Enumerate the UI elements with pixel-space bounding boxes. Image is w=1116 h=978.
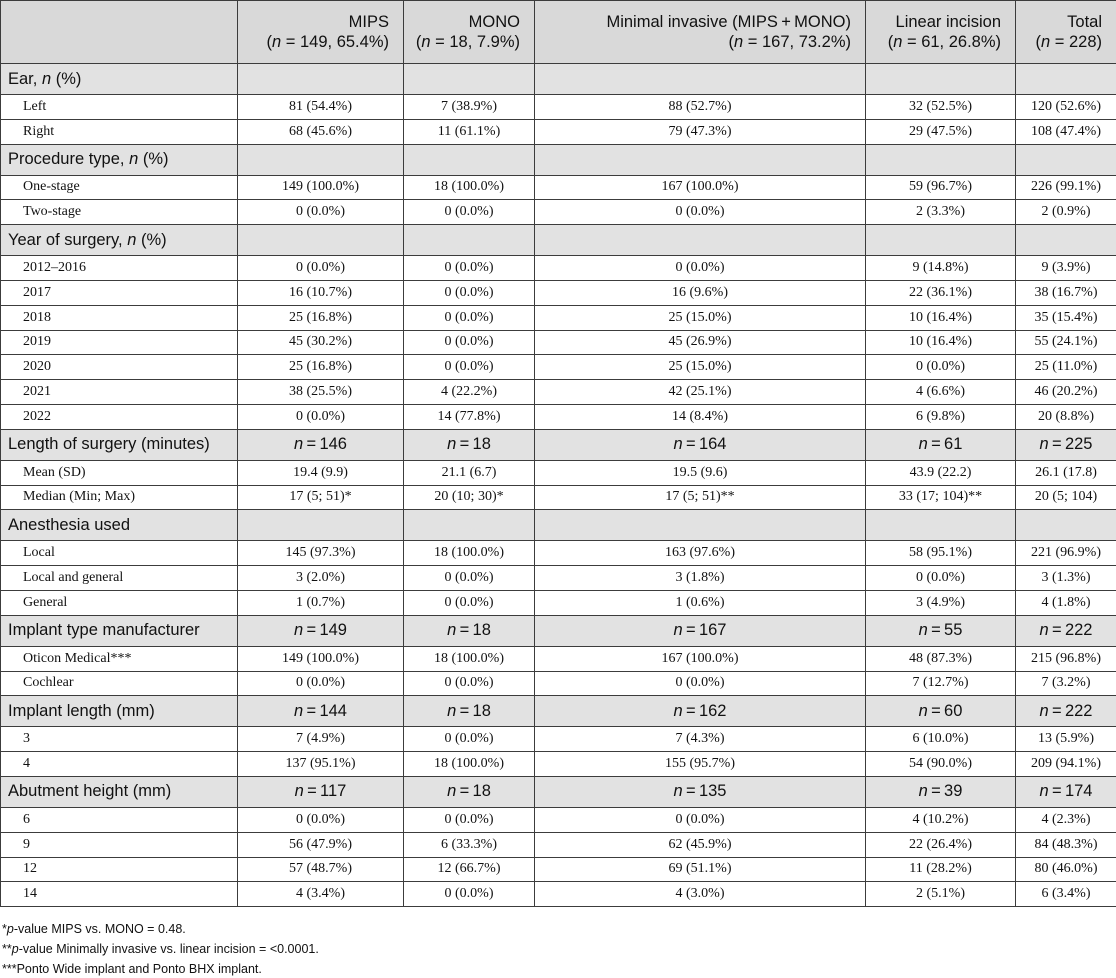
section-n-cell: n = 144 xyxy=(238,696,404,727)
table-row xyxy=(1,256,1116,281)
section-empty-cell xyxy=(535,64,866,95)
value-cell: 42 (25.1%) xyxy=(535,380,866,405)
row-label: Mean (SD) xyxy=(1,460,238,485)
value-cell: 0 (0.0%) xyxy=(404,200,535,225)
section-empty-cell xyxy=(866,64,1016,95)
table-row xyxy=(1,200,1116,225)
row-label: Local xyxy=(1,541,238,566)
footnote-3: ***Ponto Wide implant and Ponto BHX implant. xyxy=(2,962,262,976)
value-cell: 0 (0.0%) xyxy=(535,256,866,281)
table-row xyxy=(1,280,1116,305)
section-n-cell: n = 39 xyxy=(866,776,1016,807)
value-cell: 9 (3.9%) xyxy=(1016,256,1116,281)
row-label: General xyxy=(1,590,238,615)
value-cell: 84 (48.3%) xyxy=(1016,832,1116,857)
header-total: Total (n = 228) xyxy=(1016,1,1116,64)
value-cell: 14 (77.8%) xyxy=(404,404,535,429)
table-body xyxy=(1,64,1116,907)
row-label: 12 xyxy=(1,857,238,882)
section-empty-cell xyxy=(866,510,1016,541)
table-row xyxy=(1,485,1116,510)
value-cell: 10 (16.4%) xyxy=(866,330,1016,355)
value-cell: 17 (5; 51)* xyxy=(238,485,404,510)
row-label: 2019 xyxy=(1,330,238,355)
section-row xyxy=(1,64,1116,95)
value-cell: 79 (47.3%) xyxy=(535,119,866,144)
value-cell: 17 (5; 51)** xyxy=(535,485,866,510)
value-cell: 35 (15.4%) xyxy=(1016,305,1116,330)
value-cell: 20 (5; 104) xyxy=(1016,485,1116,510)
table-row xyxy=(1,671,1116,696)
section-row xyxy=(1,510,1116,541)
row-label: Right xyxy=(1,119,238,144)
section-n-cell: n = 222 xyxy=(1016,615,1116,646)
header-minimal-invasive: Minimal invasive (MIPS + MONO) (n = 167, 73.2%) xyxy=(535,1,866,64)
table-row xyxy=(1,832,1116,857)
value-cell: 18 (100.0%) xyxy=(404,541,535,566)
table-row xyxy=(1,646,1116,671)
row-label: Oticon Medical*** xyxy=(1,646,238,671)
table-row xyxy=(1,807,1116,832)
value-cell: 6 (3.4%) xyxy=(1016,882,1116,907)
row-label: 4 xyxy=(1,752,238,777)
value-cell: 54 (90.0%) xyxy=(866,752,1016,777)
value-cell: 45 (30.2%) xyxy=(238,330,404,355)
value-cell: 10 (16.4%) xyxy=(866,305,1016,330)
table-row xyxy=(1,727,1116,752)
section-empty-cell xyxy=(535,144,866,175)
value-cell: 7 (4.3%) xyxy=(535,727,866,752)
table-row xyxy=(1,882,1116,907)
section-title: Ear, n (%) xyxy=(1,64,238,95)
value-cell: 45 (26.9%) xyxy=(535,330,866,355)
value-cell: 137 (95.1%) xyxy=(238,752,404,777)
section-row xyxy=(1,225,1116,256)
value-cell: 32 (52.5%) xyxy=(866,95,1016,120)
row-label: 6 xyxy=(1,807,238,832)
section-empty-cell xyxy=(866,144,1016,175)
value-cell: 12 (66.7%) xyxy=(404,857,535,882)
value-cell: 4 (3.0%) xyxy=(535,882,866,907)
value-cell: 0 (0.0%) xyxy=(866,566,1016,591)
section-n-cell: n = 146 xyxy=(238,429,404,460)
section-n-cell: n = 167 xyxy=(535,615,866,646)
section-title: Anesthesia used xyxy=(1,510,238,541)
section-empty-cell xyxy=(866,225,1016,256)
value-cell: 0 (0.0%) xyxy=(404,355,535,380)
header-mono: MONO (n = 18, 7.9%) xyxy=(404,1,535,64)
row-label: 2012–2016 xyxy=(1,256,238,281)
value-cell: 19.5 (9.6) xyxy=(535,460,866,485)
value-cell: 29 (47.5%) xyxy=(866,119,1016,144)
table-row xyxy=(1,380,1116,405)
value-cell: 0 (0.0%) xyxy=(238,671,404,696)
value-cell: 145 (97.3%) xyxy=(238,541,404,566)
value-cell: 22 (26.4%) xyxy=(866,832,1016,857)
section-n-cell: n = 61 xyxy=(866,429,1016,460)
value-cell: 25 (15.0%) xyxy=(535,355,866,380)
value-cell: 16 (10.7%) xyxy=(238,280,404,305)
value-cell: 4 (10.2%) xyxy=(866,807,1016,832)
value-cell: 0 (0.0%) xyxy=(404,330,535,355)
section-title: Implant type manufacturer xyxy=(1,615,238,646)
header-linear-incision: Linear incision (n = 61, 26.8%) xyxy=(866,1,1016,64)
value-cell: 6 (33.3%) xyxy=(404,832,535,857)
section-empty-cell xyxy=(1016,144,1116,175)
row-label: Two-stage xyxy=(1,200,238,225)
header-mips: MIPS (n = 149, 65.4%) xyxy=(238,1,404,64)
section-row xyxy=(1,615,1116,646)
section-row xyxy=(1,429,1116,460)
value-cell: 0 (0.0%) xyxy=(238,256,404,281)
table-row xyxy=(1,590,1116,615)
table-row xyxy=(1,330,1116,355)
section-n-cell: n = 18 xyxy=(404,776,535,807)
value-cell: 2 (5.1%) xyxy=(866,882,1016,907)
value-cell: 209 (94.1%) xyxy=(1016,752,1116,777)
section-row xyxy=(1,144,1116,175)
value-cell: 3 (1.3%) xyxy=(1016,566,1116,591)
section-empty-cell xyxy=(404,64,535,95)
value-cell: 46 (20.2%) xyxy=(1016,380,1116,405)
section-n-cell: n = 55 xyxy=(866,615,1016,646)
value-cell: 25 (16.8%) xyxy=(238,355,404,380)
row-label: 3 xyxy=(1,727,238,752)
row-label: 2021 xyxy=(1,380,238,405)
table-row xyxy=(1,857,1116,882)
value-cell: 11 (28.2%) xyxy=(866,857,1016,882)
value-cell: 0 (0.0%) xyxy=(866,355,1016,380)
value-cell: 20 (8.8%) xyxy=(1016,404,1116,429)
value-cell: 155 (95.7%) xyxy=(535,752,866,777)
value-cell: 26.1 (17.8) xyxy=(1016,460,1116,485)
row-label: 2020 xyxy=(1,355,238,380)
row-label: 9 xyxy=(1,832,238,857)
value-cell: 149 (100.0%) xyxy=(238,646,404,671)
value-cell: 25 (11.0%) xyxy=(1016,355,1116,380)
section-n-cell: n = 18 xyxy=(404,615,535,646)
value-cell: 4 (1.8%) xyxy=(1016,590,1116,615)
value-cell: 3 (4.9%) xyxy=(866,590,1016,615)
value-cell: 0 (0.0%) xyxy=(404,566,535,591)
footnote-1: *p-value MIPS vs. MONO = 0.48. xyxy=(2,922,186,936)
row-label: Left xyxy=(1,95,238,120)
value-cell: 0 (0.0%) xyxy=(238,404,404,429)
value-cell: 167 (100.0%) xyxy=(535,175,866,200)
section-empty-cell xyxy=(404,144,535,175)
table-row xyxy=(1,305,1116,330)
section-title: Implant length (mm) xyxy=(1,696,238,727)
value-cell: 48 (87.3%) xyxy=(866,646,1016,671)
table-row xyxy=(1,752,1116,777)
value-cell: 19.4 (9.9) xyxy=(238,460,404,485)
section-empty-cell xyxy=(1016,64,1116,95)
section-empty-cell xyxy=(238,144,404,175)
value-cell: 4 (6.6%) xyxy=(866,380,1016,405)
value-cell: 167 (100.0%) xyxy=(535,646,866,671)
value-cell: 88 (52.7%) xyxy=(535,95,866,120)
value-cell: 0 (0.0%) xyxy=(404,727,535,752)
value-cell: 221 (96.9%) xyxy=(1016,541,1116,566)
row-label: 2022 xyxy=(1,404,238,429)
value-cell: 38 (25.5%) xyxy=(238,380,404,405)
section-row xyxy=(1,696,1116,727)
value-cell: 81 (54.4%) xyxy=(238,95,404,120)
value-cell: 6 (10.0%) xyxy=(866,727,1016,752)
header-row xyxy=(1,1,1116,64)
value-cell: 14 (8.4%) xyxy=(535,404,866,429)
value-cell: 33 (17; 104)** xyxy=(866,485,1016,510)
value-cell: 4 (22.2%) xyxy=(404,380,535,405)
header-cell-empty xyxy=(1,1,238,64)
value-cell: 0 (0.0%) xyxy=(404,807,535,832)
value-cell: 7 (3.2%) xyxy=(1016,671,1116,696)
value-cell: 21.1 (6.7) xyxy=(404,460,535,485)
row-label: 2017 xyxy=(1,280,238,305)
section-n-cell: n = 135 xyxy=(535,776,866,807)
value-cell: 0 (0.0%) xyxy=(535,807,866,832)
value-cell: 62 (45.9%) xyxy=(535,832,866,857)
value-cell: 120 (52.6%) xyxy=(1016,95,1116,120)
value-cell: 7 (38.9%) xyxy=(404,95,535,120)
section-n-cell: n = 18 xyxy=(404,429,535,460)
value-cell: 56 (47.9%) xyxy=(238,832,404,857)
section-n-cell: n = 117 xyxy=(238,776,404,807)
table-row xyxy=(1,541,1116,566)
value-cell: 0 (0.0%) xyxy=(404,882,535,907)
value-cell: 38 (16.7%) xyxy=(1016,280,1116,305)
section-empty-cell xyxy=(404,225,535,256)
section-empty-cell xyxy=(1016,225,1116,256)
section-empty-cell xyxy=(535,225,866,256)
value-cell: 13 (5.9%) xyxy=(1016,727,1116,752)
value-cell: 58 (95.1%) xyxy=(866,541,1016,566)
value-cell: 43.9 (22.2) xyxy=(866,460,1016,485)
row-label: 14 xyxy=(1,882,238,907)
value-cell: 69 (51.1%) xyxy=(535,857,866,882)
section-n-cell: n = 225 xyxy=(1016,429,1116,460)
section-row xyxy=(1,776,1116,807)
table-row xyxy=(1,566,1116,591)
row-label: One-stage xyxy=(1,175,238,200)
value-cell: 2 (0.9%) xyxy=(1016,200,1116,225)
section-title: Abutment height (mm) xyxy=(1,776,238,807)
value-cell: 25 (16.8%) xyxy=(238,305,404,330)
value-cell: 11 (61.1%) xyxy=(404,119,535,144)
section-title: Length of surgery (minutes) xyxy=(1,429,238,460)
value-cell: 0 (0.0%) xyxy=(404,590,535,615)
value-cell: 7 (12.7%) xyxy=(866,671,1016,696)
row-label: Cochlear xyxy=(1,671,238,696)
value-cell: 68 (45.6%) xyxy=(238,119,404,144)
value-cell: 108 (47.4%) xyxy=(1016,119,1116,144)
value-cell: 22 (36.1%) xyxy=(866,280,1016,305)
value-cell: 9 (14.8%) xyxy=(866,256,1016,281)
section-n-cell: n = 174 xyxy=(1016,776,1116,807)
value-cell: 1 (0.7%) xyxy=(238,590,404,615)
value-cell: 18 (100.0%) xyxy=(404,175,535,200)
section-empty-cell xyxy=(238,510,404,541)
section-title: Year of surgery, n (%) xyxy=(1,225,238,256)
value-cell: 0 (0.0%) xyxy=(404,305,535,330)
table-row xyxy=(1,119,1116,144)
row-label: Local and general xyxy=(1,566,238,591)
table-row xyxy=(1,460,1116,485)
value-cell: 16 (9.6%) xyxy=(535,280,866,305)
section-n-cell: n = 18 xyxy=(404,696,535,727)
section-empty-cell xyxy=(535,510,866,541)
value-cell: 57 (48.7%) xyxy=(238,857,404,882)
value-cell: 59 (96.7%) xyxy=(866,175,1016,200)
value-cell: 0 (0.0%) xyxy=(404,671,535,696)
value-cell: 55 (24.1%) xyxy=(1016,330,1116,355)
value-cell: 226 (99.1%) xyxy=(1016,175,1116,200)
value-cell: 18 (100.0%) xyxy=(404,752,535,777)
section-n-cell: n = 222 xyxy=(1016,696,1116,727)
table-row xyxy=(1,175,1116,200)
value-cell: 6 (9.8%) xyxy=(866,404,1016,429)
section-n-cell: n = 164 xyxy=(535,429,866,460)
section-title: Procedure type, n (%) xyxy=(1,144,238,175)
row-label: 2018 xyxy=(1,305,238,330)
section-empty-cell xyxy=(404,510,535,541)
value-cell: 163 (97.6%) xyxy=(535,541,866,566)
table-row xyxy=(1,95,1116,120)
section-n-cell: n = 149 xyxy=(238,615,404,646)
section-n-cell: n = 60 xyxy=(866,696,1016,727)
value-cell: 0 (0.0%) xyxy=(404,256,535,281)
value-cell: 3 (1.8%) xyxy=(535,566,866,591)
footnote-2: **p-value Minimally invasive vs. linear incision = <0.0001. xyxy=(2,942,319,956)
table-row xyxy=(1,355,1116,380)
value-cell: 4 (2.3%) xyxy=(1016,807,1116,832)
section-n-cell: n = 162 xyxy=(535,696,866,727)
value-cell: 0 (0.0%) xyxy=(238,200,404,225)
value-cell: 0 (0.0%) xyxy=(535,671,866,696)
section-empty-cell xyxy=(238,225,404,256)
value-cell: 18 (100.0%) xyxy=(404,646,535,671)
value-cell: 7 (4.9%) xyxy=(238,727,404,752)
value-cell: 20 (10; 30)* xyxy=(404,485,535,510)
value-cell: 25 (15.0%) xyxy=(535,305,866,330)
value-cell: 2 (3.3%) xyxy=(866,200,1016,225)
value-cell: 0 (0.0%) xyxy=(404,280,535,305)
value-cell: 149 (100.0%) xyxy=(238,175,404,200)
section-empty-cell xyxy=(1016,510,1116,541)
section-empty-cell xyxy=(238,64,404,95)
row-label: Median (Min; Max) xyxy=(1,485,238,510)
table-row xyxy=(1,404,1116,429)
value-cell: 1 (0.6%) xyxy=(535,590,866,615)
value-cell: 80 (46.0%) xyxy=(1016,857,1116,882)
value-cell: 0 (0.0%) xyxy=(238,807,404,832)
value-cell: 4 (3.4%) xyxy=(238,882,404,907)
value-cell: 0 (0.0%) xyxy=(535,200,866,225)
value-cell: 215 (96.8%) xyxy=(1016,646,1116,671)
value-cell: 3 (2.0%) xyxy=(238,566,404,591)
